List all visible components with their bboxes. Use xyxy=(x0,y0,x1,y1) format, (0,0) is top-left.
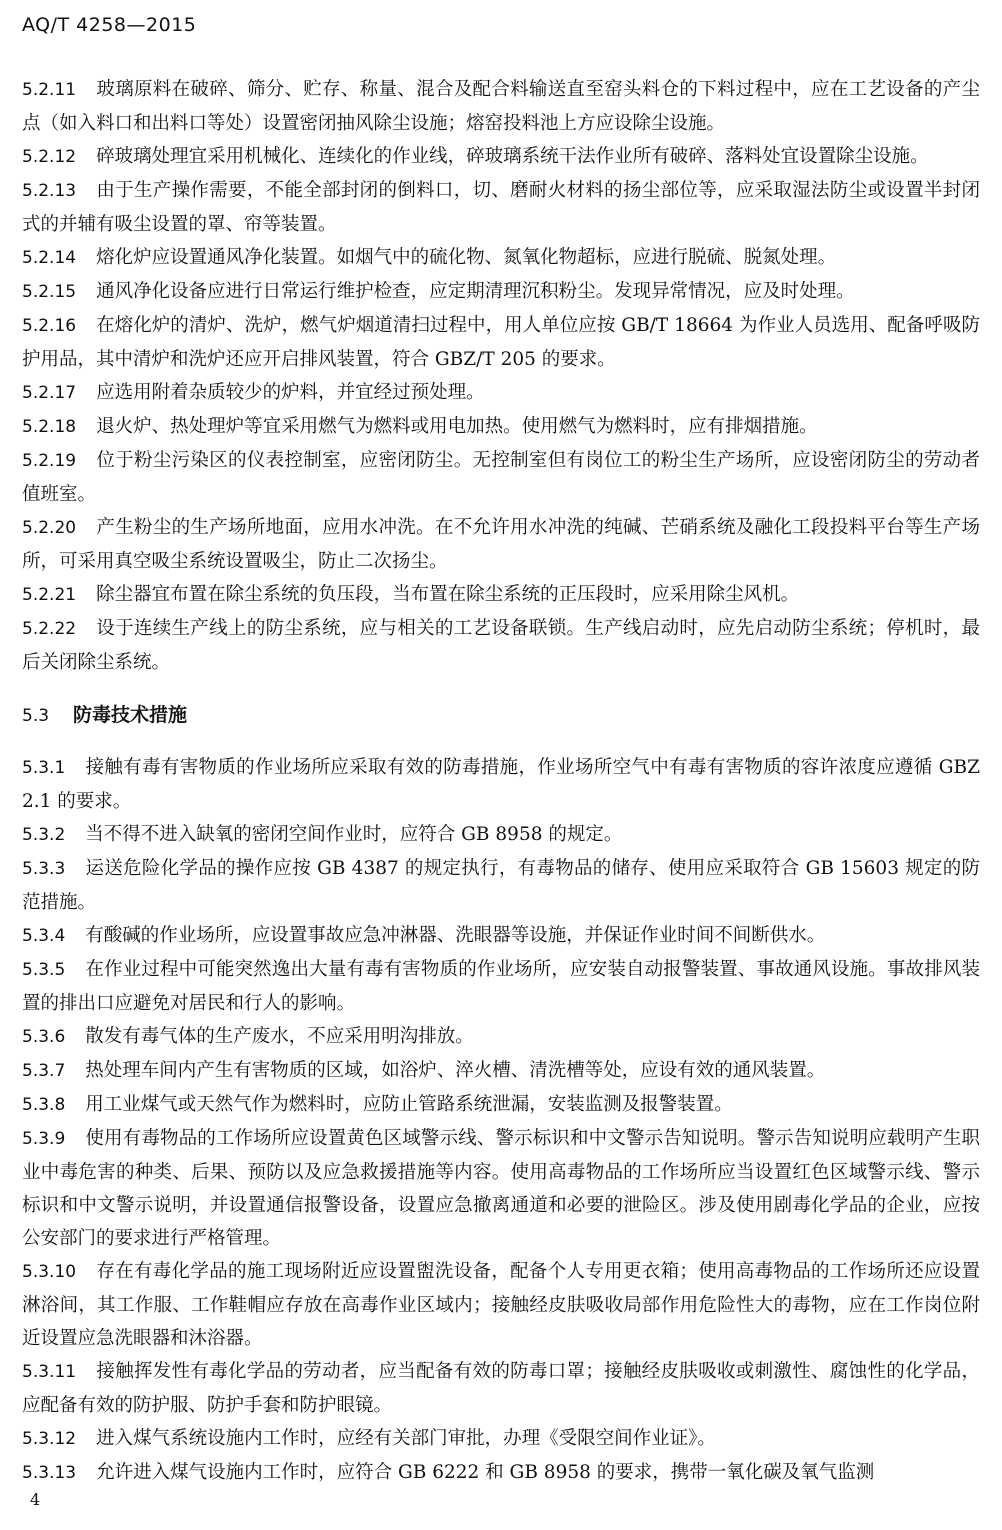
clause-number: 5.3.6 xyxy=(22,1027,66,1047)
clause-text: 在作业过程中可能突然逸出大量有毒有害物质的作业场所，应安装自动报警装置、事故通风设施。事故排风装置的排出口应避免对居民和行人的影响。 xyxy=(22,959,980,1014)
clause-text: 玻璃原料在破碎、筛分、贮存、称量、混合及配合料输送直至窑头料仓的下料过程中，应在工艺设备的产尘点（如入料口和出料口等处）设置密闭抽风除尘设施；熔窑投料池上方应设除尘设施。 xyxy=(22,79,980,134)
clause-paragraph xyxy=(22,444,980,511)
clause-text: 熔化炉应设置通风净化装置。如烟气中的硫化物、氮氧化物超标，应进行脱硫、脱氮处理。 xyxy=(96,247,837,268)
clause-text: 当不得不进入缺氧的密闭空间作业时，应符合 GB 8958 的规定。 xyxy=(85,824,623,845)
clause-number: 5.3.12 xyxy=(22,1429,77,1449)
clause-paragraph xyxy=(22,1255,980,1355)
clause-text: 碎玻璃处理宜采用机械化、连续化的作业线，碎玻璃系统干法作业所有破碎、落料处宜设置除尘设施。 xyxy=(96,146,929,167)
clause-text: 存在有毒化学品的施工现场附近应设置盥洗设备，配备个人专用更衣箱；使用高毒物品的工作场所还应设置淋浴间，其工作服、工作鞋帽应存放在高毒作业区域内；接触经皮肤吸收局部作用危险性大的毒物，应在工作岗位附近设置应急洗眼器和沐浴器。 xyxy=(22,1261,980,1349)
clause-paragraph xyxy=(22,751,980,818)
clause-text: 在熔化炉的清炉、洗炉，燃气炉烟道清扫过程中，用人单位应按 GB/T 18664 为作业人员选用、配备呼吸防护用品，其中清炉和洗炉还应开启排风装置，符合 GBZ/T 205 的要求。 xyxy=(22,315,980,370)
clause-text: 使用有毒物品的工作场所应设置黄色区域警示线、警示标识和中文警示告知说明。警示告知说明应载明产生职业中毒危害的种类、后果、预防以及应急救援措施等内容。使用高毒物品的工作场所应当设置红色区域警示线、警示标识和中文警示说明，并设置通信报警设备，设置应急撤离通道和必要的泄险区。涉及使用剧毒化学品的企业，应按公安部门的要求进行严格管理。 xyxy=(22,1128,980,1249)
clause-paragraph xyxy=(22,612,980,679)
clause-paragraph xyxy=(22,852,980,919)
clause-number: 5.3.1 xyxy=(22,758,66,778)
clause-paragraph xyxy=(22,174,980,241)
clause-number: 5.3.3 xyxy=(22,859,66,879)
clause-number: 5.3.5 xyxy=(22,960,66,980)
clause-paragraph xyxy=(22,511,980,578)
clause-text: 位于粉尘污染区的仪表控制室，应密闭防尘。无控制室但有岗位工的粉尘生产场所，应设密闭防尘的劳动者值班室。 xyxy=(22,450,980,505)
clause-paragraph xyxy=(22,1422,980,1456)
clause-text: 通风净化设备应进行日常运行维护检查，应定期清理沉积粉尘。发现异常情况，应及时处理。 xyxy=(96,281,855,302)
section-heading-5-3 xyxy=(22,699,980,733)
clause-number: 5.3.8 xyxy=(22,1095,66,1115)
clause-number: 5.3.13 xyxy=(22,1463,77,1483)
section-title: 防毒技术措施 xyxy=(73,704,188,726)
clause-paragraph xyxy=(22,140,980,174)
clause-text: 进入煤气系统设施内工作时，应经有关部门审批，办理《受限空间作业证》。 xyxy=(96,1428,716,1449)
clause-text: 应选用附着杂质较少的炉料，并宜经过预处理。 xyxy=(96,382,485,403)
clause-number: 5.3.7 xyxy=(22,1061,66,1081)
clause-number: 5.2.14 xyxy=(22,248,77,268)
clause-number: 5.2.12 xyxy=(22,147,77,167)
clause-paragraph xyxy=(22,953,980,1020)
clause-text: 产生粉尘的生产场所地面，应用水冲洗。在不允许用水冲洗的纯碱、芒硝系统及融化工段投料平台等生产场所，可采用真空吸尘系统设置吸尘，防止二次扬尘。 xyxy=(22,517,980,572)
clause-number: 5.2.22 xyxy=(22,619,77,639)
clause-paragraph xyxy=(22,1355,980,1422)
clause-paragraph xyxy=(22,818,980,852)
clause-number: 5.2.18 xyxy=(22,417,77,437)
clause-number: 5.2.19 xyxy=(22,451,77,471)
clause-text: 由于生产操作需要，不能全部封闭的倒料口，切、磨耐火材料的扬尘部位等，应采取湿法防尘或设置半封闭式的并辅有吸尘设置的罩、帘等装置。 xyxy=(22,180,980,235)
clause-text: 有酸碱的作业场所，应设置事故应急冲淋器、洗眼器等设施，并保证作业时间不间断供水。 xyxy=(85,925,826,946)
clause-paragraph xyxy=(22,410,980,444)
page-number: 4 xyxy=(30,1490,41,1509)
clause-paragraph xyxy=(22,1054,980,1088)
clause-paragraph xyxy=(22,1088,980,1122)
clause-paragraph xyxy=(22,919,980,953)
clause-paragraph xyxy=(22,578,980,612)
clause-number: 5.3.4 xyxy=(22,926,66,946)
clause-number: 5.2.15 xyxy=(22,282,77,302)
clause-number: 5.3.9 xyxy=(22,1129,66,1149)
document-body xyxy=(22,73,980,1490)
clause-text: 用工业煤气或天然气作为燃料时，应防止管路系统泄漏，安装监测及报警装置。 xyxy=(85,1094,733,1115)
clause-number: 5.3.2 xyxy=(22,825,66,845)
clause-number: 5.2.13 xyxy=(22,181,77,201)
clause-paragraph xyxy=(22,241,980,275)
clause-paragraph xyxy=(22,309,980,376)
clause-list-5-3 xyxy=(22,751,980,1490)
clause-text: 除尘器宜布置在除尘系统的负压段，当布置在除尘系统的正压段时，应采用除尘风机。 xyxy=(96,584,800,605)
clause-number: 5.2.20 xyxy=(22,518,77,538)
clause-number: 5.3.11 xyxy=(22,1362,77,1382)
standard-code-header: AQ/T 4258—2015 xyxy=(22,14,197,36)
clause-text: 热处理车间内产生有害物质的区域，如浴炉、淬火槽、清洗槽等处，应设有效的通风装置。 xyxy=(85,1060,826,1081)
clause-text: 散发有毒气体的生产废水，不应采用明沟排放。 xyxy=(85,1026,474,1047)
clause-paragraph xyxy=(22,376,980,410)
clause-text: 退火炉、热处理炉等宜采用燃气为燃料或用电加热。使用燃气为燃料时，应有排烟措施。 xyxy=(96,416,818,437)
clause-number: 5.2.21 xyxy=(22,585,77,605)
clause-number: 5.2.16 xyxy=(22,316,77,336)
clause-text: 接触挥发性有毒化学品的劳动者，应当配备有效的防毒口罩；接触经皮肤吸收或刺激性、腐蚀性的化学品，应配备有效的防护服、防护手套和防护眼镜。 xyxy=(22,1361,980,1416)
clause-paragraph xyxy=(22,73,980,140)
clause-text: 接触有毒有害物质的作业场所应采取有效的防毒措施，作业场所空气中有毒有害物质的容许浓度应遵循 GBZ 2.1 的要求。 xyxy=(22,757,980,812)
clause-paragraph xyxy=(22,1122,980,1255)
clause-text: 运送危险化学品的操作应按 GB 4387 的规定执行，有毒物品的储存、使用应采取符合 GB 15603 规定的防范措施。 xyxy=(22,858,980,913)
clause-list-5-2 xyxy=(22,73,980,679)
clause-number: 5.2.11 xyxy=(22,80,77,100)
clause-paragraph xyxy=(22,1020,980,1054)
clause-number: 5.2.17 xyxy=(22,383,77,403)
clause-number: 5.3.10 xyxy=(22,1262,77,1282)
section-number: 5.3 xyxy=(22,706,50,726)
clause-text: 设于连续生产线上的防尘系统，应与相关的工艺设备联锁。生产线启动时，应先启动防尘系统；停机时，最后关闭除尘系统。 xyxy=(22,618,980,673)
clause-paragraph xyxy=(22,1456,980,1490)
clause-text: 允许进入煤气设施内工作时，应符合 GB 6222 和 GB 8958 的要求，携带一氧化碳及氧气监测 xyxy=(96,1462,875,1483)
clause-paragraph xyxy=(22,275,980,309)
